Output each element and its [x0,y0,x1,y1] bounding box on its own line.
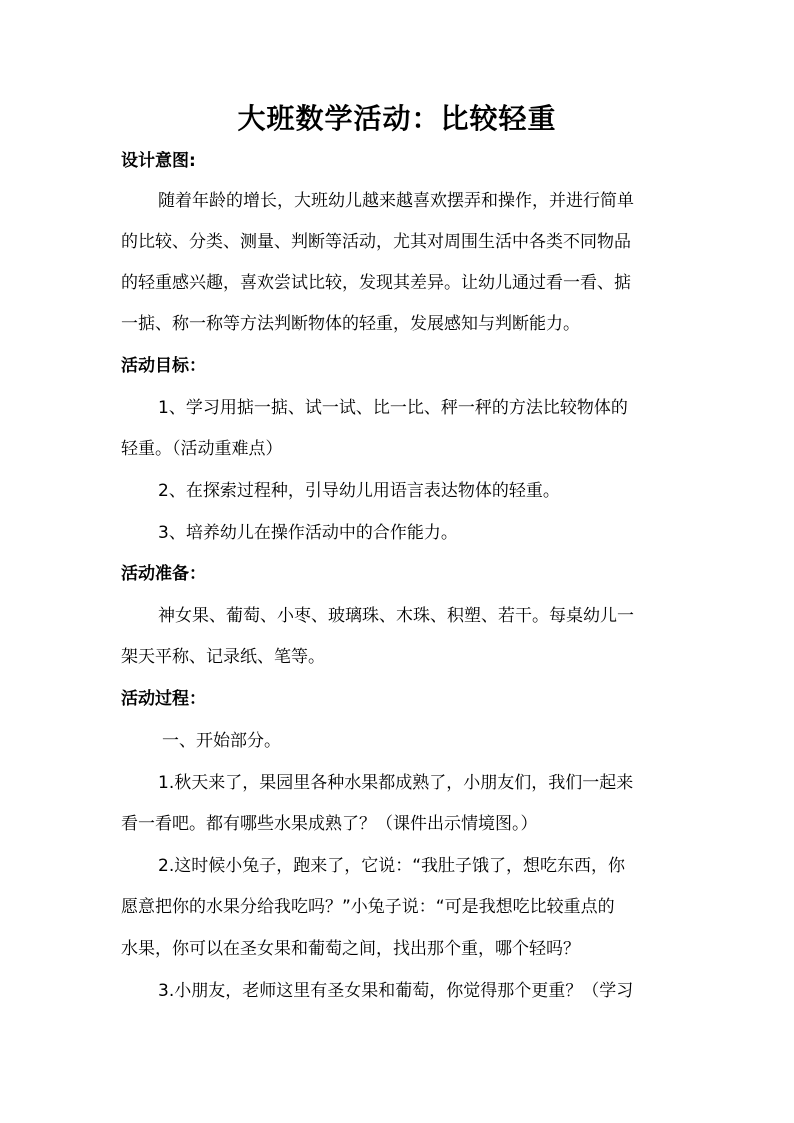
section-heading-goals: 活动目标： [121,356,206,376]
paragraph-line: 3、培养幼儿在操作活动中的合作能力。 [158,523,458,543]
paragraph-line: 3.小朋友，老师这里有圣女果和葡萄，你觉得那个更重？（学习 [158,981,634,1001]
section-heading-design-intent: 设计意图: [121,151,196,171]
section-heading-preparation: 活动准备： [121,564,206,584]
paragraph-line: 2.这时候小兔子，跑来了，它说：“我肚子饿了，想吃东西，你 [158,856,626,876]
paragraph-line: 的轻重感兴趣，喜欢尝试比较，发现其差异。让幼儿通过看一看、掂 [121,273,631,293]
paragraph-line: 一掂、称一称等方法判断物体的轻重，发展感知与判断能力。 [121,314,580,334]
paragraph-line: 1、学习用掂一掂、试一试、比一比、秤一秤的方法比较物体的 [158,398,628,418]
paragraph-line: 看一看吧。都有哪些水果成熟了？（课件出示情境图。） [121,814,538,834]
paragraph-line: 2、在探索过程种，引导幼儿用语言表达物体的轻重。 [158,481,560,501]
paragraph-line: 架天平称、记录纸、笔等。 [121,647,325,667]
paragraph-line: 的比较、分类、测量、判断等活动，尤其对周围生活中各类不同物品 [121,232,631,252]
document-title: 大班数学活动：比较轻重 [237,102,557,135]
paragraph-line: 1.秋天来了，果园里各种水果都成熟了，小朋友们，我们一起来 [158,773,634,793]
paragraph-line: 随着年龄的增长，大班幼儿越来越喜欢摆弄和操作，并进行简单 [158,191,634,211]
paragraph-line: 神女果、葡萄、小枣、玻璃珠、木珠、积塑、若干。每桌幼儿一 [158,606,634,626]
paragraph-line: 愿意把你的水果分给我吃吗？”小兔子说：“可是我想吃比较重点的 [121,897,615,917]
paragraph-line: 一、开始部分。 [162,731,281,751]
paragraph-line: 轻重。（活动重难点） [121,439,283,459]
section-heading-process: 活动过程： [121,689,206,709]
paragraph-line: 水果，你可以在圣女果和葡萄之间，找出那个重，哪个轻吗？ [121,939,580,959]
